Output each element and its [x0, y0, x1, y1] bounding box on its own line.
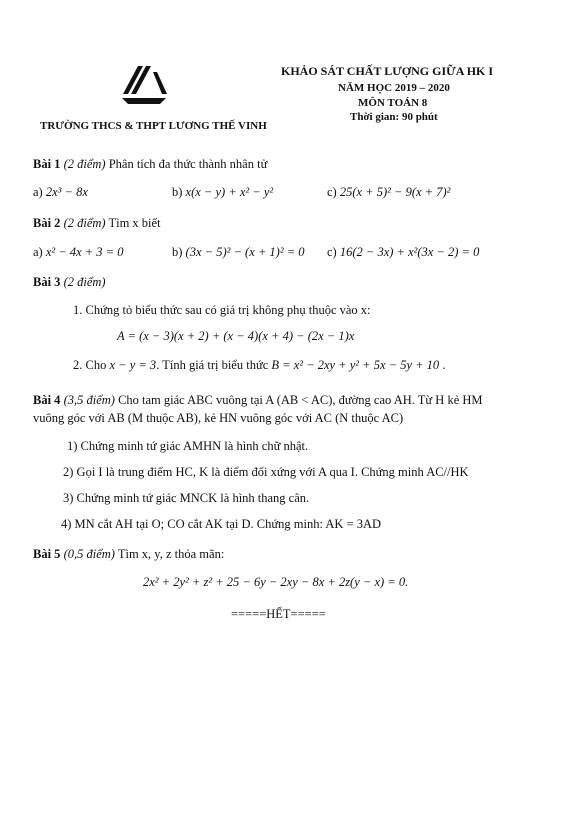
bai3-heading	[33, 275, 106, 290]
bai4-q2: 2) Gọi I là trung điểm HC, K là điểm đối xứng với A qua I. Chứng minh AC//HK	[63, 465, 469, 479]
bai1-c-expr: 25(x + 5)² − 9(x + 7)²	[339, 185, 451, 199]
bai4-intro-text1: Cho tam giác ABC vuông tại A (AB < AC), đường cao AH. Từ H kẻ HM	[118, 393, 483, 407]
bai1-b-label: b)	[172, 185, 183, 199]
bai5-prompt: Tìm x, y, z thỏa mãn:	[117, 547, 225, 561]
bai1-a-label: a)	[33, 185, 43, 199]
bai1-c	[327, 185, 450, 200]
bai2-heading	[33, 216, 161, 231]
bai2-a-expr: x² − 4x + 3 = 0	[45, 245, 124, 259]
bai5-points: (0,5 điểm)	[63, 547, 115, 561]
bai3-item2-expr: B = x² − 2xy + y² + 5x − 5y + 10	[271, 358, 440, 372]
bai3-points: (2 điểm)	[63, 275, 106, 289]
bai4-intro-line2: vuông góc với AB (M thuộc AB), kẻ HN vuông góc với AC (N thuộc AC)	[33, 411, 404, 425]
school-year: NĂM HỌC 2019 – 2020	[338, 82, 450, 94]
bai5-label: Bài 5	[33, 547, 61, 561]
end-mark: =====HẾT=====	[231, 607, 326, 621]
bai3-item2-pre: Cho	[85, 358, 107, 372]
bai2-b-label: b)	[172, 245, 183, 259]
bai1-prompt: Phân tích đa thức thành nhân tử	[108, 157, 268, 171]
bai3-item2	[73, 358, 445, 373]
bai3-item2-cond: x − y = 3	[109, 358, 157, 372]
bai4-label: Bài 4	[33, 393, 61, 407]
bai2-a-label: a)	[33, 245, 43, 259]
bai3-label: Bài 3	[33, 275, 61, 289]
bai5-heading	[33, 547, 224, 562]
bai2-b	[172, 245, 305, 260]
bai1-heading	[33, 157, 267, 172]
bai2-points: (2 điểm)	[63, 216, 106, 230]
bai3-item2-num: 2.	[73, 358, 83, 372]
bai2-b-expr: (3x − 5)² − (x + 1)² = 0	[185, 245, 305, 259]
bai4-intro-line1	[33, 393, 483, 408]
bai4-points: (3,5 điểm)	[63, 393, 115, 407]
bai2-c-label: c)	[327, 245, 337, 259]
bai3-item2-end: .	[442, 358, 446, 372]
bai2-a	[33, 245, 124, 260]
bai1-c-label: c)	[327, 185, 337, 199]
bai1-a-expr: 2x³ − 8x	[45, 185, 88, 199]
bai3-item1	[73, 303, 371, 318]
bai1-a	[33, 185, 88, 200]
bai1-b	[172, 185, 273, 200]
exam-title: KHẢO SÁT CHẤT LƯỢNG GIỮA HK I	[281, 64, 494, 78]
bai1-label: Bài 1	[33, 157, 61, 171]
bai1-points: (2 điểm)	[63, 157, 106, 171]
bai1-b-expr: x(x − y) + x² − y²	[185, 185, 274, 199]
bai2-prompt: Tìm x biết	[108, 216, 161, 230]
bai2-label: Bài 2	[33, 216, 61, 230]
duration: Thời gian: 90 phút	[350, 111, 438, 123]
bai5-expr: 2x² + 2y² + z² + 25 − 6y − 2xy − 8x + 2z(y − x) = 0.	[143, 575, 409, 589]
subject: MÔN TOÁN 8	[358, 97, 428, 109]
bai3-item1-text: Chứng tỏ biểu thức sau có giá trị không phụ thuộc vào x:	[85, 303, 371, 317]
school-name: TRƯỜNG THCS & THPT LƯƠNG THẾ VINH	[40, 120, 267, 132]
bai4-q3: 3) Chứng minh tứ giác MNCK là hình thang cân.	[63, 491, 310, 505]
bai4-q4: 4) MN cắt AH tại O; CO cắt AK tại D. Chứng minh: AK = 3AD	[61, 517, 382, 531]
bai4-q1: 1) Chứng minh tứ giác AMHN là hình chữ nhật.	[67, 439, 309, 453]
bai3-item2-mid: . Tính giá trị biểu thức	[156, 358, 269, 372]
bai3-item1-expr: A = (x − 3)(x + 2) + (x − 4)(x + 4) − (2x − 1)x	[117, 329, 355, 343]
school-logo-icon	[120, 64, 168, 108]
bai2-c-expr: 16(2 − 3x) + x²(3x − 2) = 0	[339, 245, 480, 259]
bai2-c	[327, 245, 479, 260]
bai3-item1-num: 1.	[73, 303, 83, 317]
